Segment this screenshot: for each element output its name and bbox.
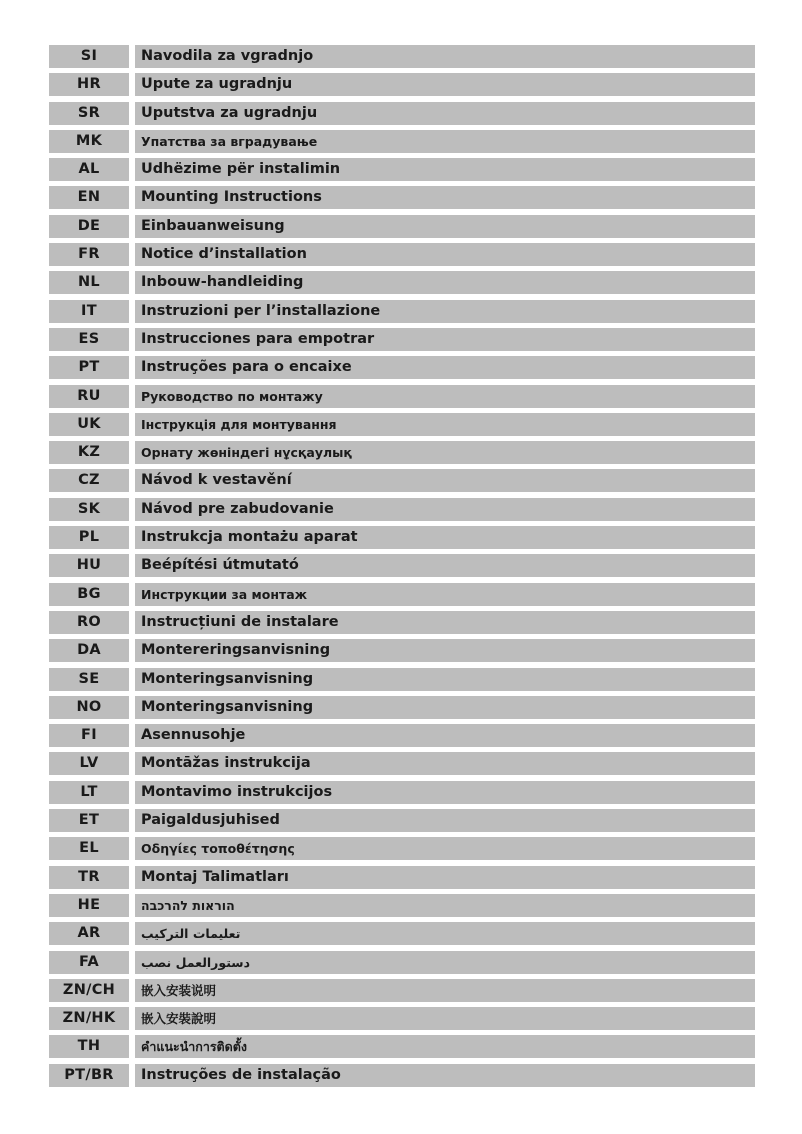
language-title: คำแนะนำการติดตั้ง — [135, 1035, 755, 1058]
language-title: تعليمات التركيب — [135, 922, 755, 945]
language-row — [49, 469, 755, 492]
language-title: Montaj Talimatları — [135, 866, 755, 889]
language-title: Орнату жөніндегі нұсқаулық — [135, 441, 755, 464]
language-row — [49, 922, 755, 945]
language-code: ZN/CH — [49, 979, 129, 1002]
language-code: HE — [49, 894, 129, 917]
language-code: SR — [49, 102, 129, 125]
language-code: HR — [49, 73, 129, 96]
language-title: 嵌入安装说明 — [135, 979, 755, 1002]
language-title: Upute za ugradnju — [135, 73, 755, 96]
language-code: SE — [49, 668, 129, 691]
language-title: Руководство по монтажу — [135, 385, 755, 408]
language-code: AR — [49, 922, 129, 945]
language-code: HU — [49, 554, 129, 577]
language-code: FI — [49, 724, 129, 747]
language-row — [49, 1064, 755, 1087]
language-code: EL — [49, 837, 129, 860]
language-row — [49, 413, 755, 436]
language-row — [49, 979, 755, 1002]
language-row — [49, 583, 755, 606]
language-row — [49, 385, 755, 408]
language-code: PT/BR — [49, 1064, 129, 1087]
language-code: FR — [49, 243, 129, 266]
language-row — [49, 356, 755, 379]
language-code: SI — [49, 45, 129, 68]
language-row — [49, 554, 755, 577]
language-row — [49, 668, 755, 691]
language-title: Instrucțiuni de instalare — [135, 611, 755, 634]
language-code: UK — [49, 413, 129, 436]
language-title: Instruções para o encaixe — [135, 356, 755, 379]
language-row — [49, 441, 755, 464]
language-code: KZ — [49, 441, 129, 464]
language-title: Paigaldusjuhised — [135, 809, 755, 832]
language-code: NO — [49, 696, 129, 719]
language-row — [49, 102, 755, 125]
language-title: Návod pre zabudovanie — [135, 498, 755, 521]
language-code: BG — [49, 583, 129, 606]
language-code: TH — [49, 1035, 129, 1058]
language-title: Instrucciones para empotrar — [135, 328, 755, 351]
language-title: Упатства за вградување — [135, 130, 755, 153]
language-table — [49, 45, 755, 1092]
language-code: PT — [49, 356, 129, 379]
language-row — [49, 328, 755, 351]
language-row — [49, 809, 755, 832]
language-title: Montavimo instrukcijos — [135, 781, 755, 804]
language-row — [49, 130, 755, 153]
language-code: IT — [49, 300, 129, 323]
language-title: Montāžas instrukcija — [135, 752, 755, 775]
language-title: הוראות להרכבה — [135, 894, 755, 917]
language-row — [49, 752, 755, 775]
language-title: Montereringsanvisning — [135, 639, 755, 662]
language-title: Mounting Instructions — [135, 186, 755, 209]
language-row — [49, 215, 755, 238]
language-title: Instruções de instalação — [135, 1064, 755, 1087]
language-code: EN — [49, 186, 129, 209]
language-row — [49, 45, 755, 68]
language-row — [49, 498, 755, 521]
language-code: ZN/HK — [49, 1007, 129, 1030]
language-row — [49, 158, 755, 181]
language-title: Інструкція для монтування — [135, 413, 755, 436]
language-title: Notice d’installation — [135, 243, 755, 266]
language-code: ET — [49, 809, 129, 832]
language-row — [49, 271, 755, 294]
language-title: Inbouw-handleiding — [135, 271, 755, 294]
language-row — [49, 781, 755, 804]
language-code: PL — [49, 526, 129, 549]
language-row — [49, 696, 755, 719]
language-title: Navodila za vgradnjo — [135, 45, 755, 68]
language-title: Návod k vestavění — [135, 469, 755, 492]
language-row — [49, 1007, 755, 1030]
language-title: Instrukcja montażu aparat — [135, 526, 755, 549]
language-title: Οδηγίες τοποθέτησης — [135, 837, 755, 860]
language-row — [49, 724, 755, 747]
language-title: Uputstva za ugradnju — [135, 102, 755, 125]
language-code: LT — [49, 781, 129, 804]
language-row — [49, 611, 755, 634]
language-title: Instruzioni per l’installazione — [135, 300, 755, 323]
language-row — [49, 300, 755, 323]
language-title: Asennusohje — [135, 724, 755, 747]
language-code: RO — [49, 611, 129, 634]
language-code: DE — [49, 215, 129, 238]
language-row — [49, 73, 755, 96]
language-row — [49, 866, 755, 889]
language-row — [49, 639, 755, 662]
language-title: Инструкции за монтаж — [135, 583, 755, 606]
language-code: CZ — [49, 469, 129, 492]
language-title: Beépítési útmutató — [135, 554, 755, 577]
language-row — [49, 1035, 755, 1058]
language-row — [49, 951, 755, 974]
language-code: TR — [49, 866, 129, 889]
language-code: MK — [49, 130, 129, 153]
language-code: LV — [49, 752, 129, 775]
language-title: Monteringsanvisning — [135, 696, 755, 719]
language-code: NL — [49, 271, 129, 294]
language-code: ES — [49, 328, 129, 351]
language-row — [49, 894, 755, 917]
language-title: 嵌入安裝說明 — [135, 1007, 755, 1030]
language-row — [49, 186, 755, 209]
language-title: دستورالعمل نصب — [135, 951, 755, 974]
language-code: DA — [49, 639, 129, 662]
language-title: Monteringsanvisning — [135, 668, 755, 691]
language-row — [49, 526, 755, 549]
language-title: Udhëzime për instalimin — [135, 158, 755, 181]
language-code: FA — [49, 951, 129, 974]
language-title: Einbauanweisung — [135, 215, 755, 238]
language-code: RU — [49, 385, 129, 408]
language-row — [49, 243, 755, 266]
language-row — [49, 837, 755, 860]
language-code: SK — [49, 498, 129, 521]
language-code: AL — [49, 158, 129, 181]
